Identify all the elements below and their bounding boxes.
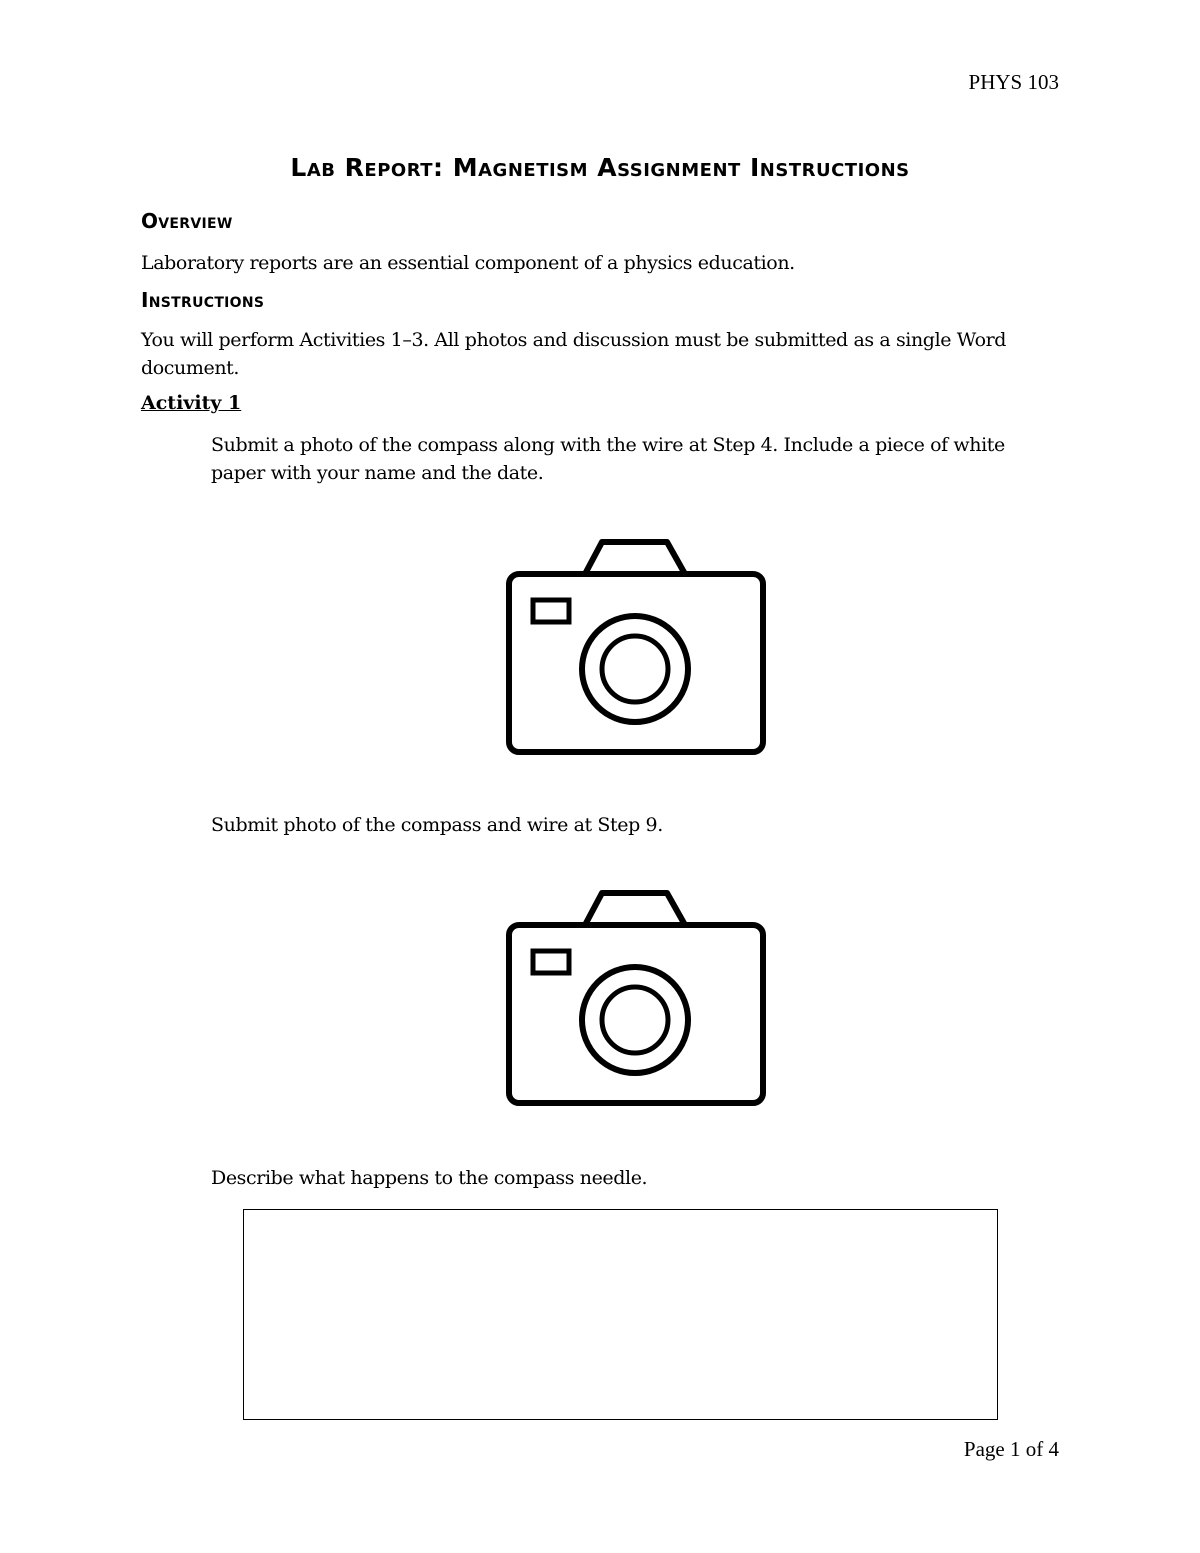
answer-text-box[interactable] [243, 1209, 998, 1420]
camera-icon [505, 889, 767, 1107]
instructions-text: You will perform Activities 1–3. All photos and discussion must be submitted as a single Word document. [141, 329, 1007, 379]
activity-1-prompt-describe-needle: Describe what happens to the compass needle. [211, 1167, 648, 1189]
activity-1-prompt-photo-step-4: Submit a photo of the compass along with the wire at Step 4. Include a piece of white paper with your name and the date. [211, 434, 1005, 484]
overview-heading: Overview [141, 209, 233, 233]
document-title: Lab Report: Magnetism Assignment Instructions [290, 153, 910, 182]
activity-1-heading: Activity 1 [141, 392, 242, 414]
overview-text: Laboratory reports are an essential component of a physics education. [141, 252, 795, 274]
instructions-heading: Instructions [141, 288, 265, 312]
camera-icon [505, 538, 767, 756]
activity-1-prompt-photo-step-9: Submit photo of the compass and wire at Step 9. [211, 814, 663, 836]
header-course-code: PHYS 103 [968, 70, 1059, 94]
page-number: Page 1 of 4 [963, 1437, 1059, 1461]
